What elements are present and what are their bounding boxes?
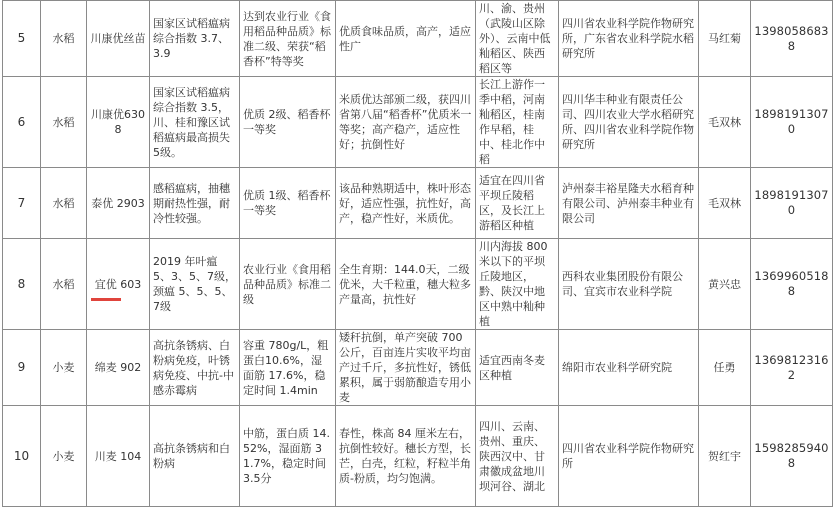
table-row xyxy=(3,239,833,330)
disease-resistance: 高抗条锈病和白粉病 xyxy=(150,406,240,507)
row-number: 5 xyxy=(3,1,41,77)
key-traits: 米质优达部颁二级，获四川省第八届“稻香杯”优质米一等奖；高产稳产，适应性好；抗倒性好 xyxy=(336,77,476,168)
contact-phone: 18981913070 xyxy=(751,77,833,168)
breeding-organization: 绵阳市农业科学研究院 xyxy=(559,330,699,406)
key-traits: 矮秆抗倒，单产突破 700 公斤，百亩连片实收平均亩产过千斤，多抗性好，锈低累积，属于弱筋酿造专用小麦 xyxy=(336,330,476,406)
disease-resistance: 国家区试稻瘟病综合指数 3.5，川、桂和豫区试稻瘟病最高损失 5级。 xyxy=(150,77,240,168)
contact-phone: 18981913070 xyxy=(751,168,833,239)
row-number: 7 xyxy=(3,168,41,239)
key-traits: 春性，株高 84 厘米左右，抗倒性较好。穗长方型，长芒，白壳，红粒，籽粒半角质-粉质，均匀饱满。 xyxy=(336,406,476,507)
planting-region: 四川、云南、贵州、重庆、陕西汉中、甘肃徽成盆地川坝河谷、湖北 xyxy=(476,406,559,507)
red-underline-mark xyxy=(91,298,121,301)
planting-region: 长江上游作一季中稻，河南籼稻区，桂南作早稻，桂中、桂北作中稻 xyxy=(476,77,559,168)
contact-phone: 13698123162 xyxy=(751,330,833,406)
breeding-organization: 四川省农业科学院作物研究所，广东省农业科学院水稻研究所 xyxy=(559,1,699,77)
breeding-organization: 四川华丰种业有限责任公司、四川农业大学水稻研究所、四川省农业科学院作物研究所 xyxy=(559,77,699,168)
table-row xyxy=(3,406,833,507)
variety-table xyxy=(2,0,833,507)
contact-person: 马红菊 xyxy=(699,1,751,77)
contact-person: 黄兴忠 xyxy=(699,239,751,330)
table-row xyxy=(3,168,833,239)
table-row xyxy=(3,330,833,406)
table-row xyxy=(3,77,833,168)
planting-region: 川内海拔 800 米以下的平坝丘陵地区，黔、陕汉中地区中熟中籼种植 xyxy=(476,239,559,330)
quality-grade: 达到农业行业《食用稻品种品质》标准二级、荣获“稻香杯”特等奖 xyxy=(240,1,336,77)
crop-type: 水稻 xyxy=(41,1,87,77)
row-number: 9 xyxy=(3,330,41,406)
disease-resistance: 高抗条锈病、白粉病免疫，叶锈病免疫、中抗-中感赤霉病 xyxy=(150,330,240,406)
key-traits: 该品种熟期适中，株叶形态好，适应性强，抗性好，高产，稳产性好，米质优。 xyxy=(336,168,476,239)
contact-person: 毛双林 xyxy=(699,77,751,168)
variety-name: 川康优丝苗 xyxy=(87,1,150,77)
quality-grade: 农业行业《食用稻品种品质》标准二级 xyxy=(240,239,336,330)
breeding-organization: 西科农业集团股份有限公司、宜宾市农业科学院 xyxy=(559,239,699,330)
contact-person: 任勇 xyxy=(699,330,751,406)
crop-type: 水稻 xyxy=(41,239,87,330)
planting-region: 川、渝、贵州（武陵山区除外）、云南中低籼稻区、陕西稻区等 xyxy=(476,1,559,77)
row-number: 10 xyxy=(3,406,41,507)
disease-resistance: 2019 年叶瘟 5、3、5、7级，颈瘟 5、5、5、7级 xyxy=(150,239,240,330)
contact-person: 贺红宇 xyxy=(699,406,751,507)
crop-type: 小麦 xyxy=(41,330,87,406)
quality-grade: 中筋，蛋白质 14.52%，湿面筋 31.7%，稳定时间 3.5分 xyxy=(240,406,336,507)
table-row xyxy=(3,1,833,77)
contact-phone: 15982859408 xyxy=(751,406,833,507)
table-body xyxy=(3,1,833,507)
variety-name-cell xyxy=(87,239,150,330)
variety-name: 绵麦 902 xyxy=(87,330,150,406)
quality-grade: 容重 780g/L，粗蛋白10.6%，湿面筋 17.6%，稳定时间 1.4min xyxy=(240,330,336,406)
crop-type: 小麦 xyxy=(41,406,87,507)
breeding-organization: 四川省农业科学院作物研究所 xyxy=(559,406,699,507)
quality-grade: 优质 1级、稻香杯一等奖 xyxy=(240,168,336,239)
contact-phone: 13980586838 xyxy=(751,1,833,77)
contact-person: 毛双林 xyxy=(699,168,751,239)
variety-name: 川麦 104 xyxy=(87,406,150,507)
crop-type: 水稻 xyxy=(41,77,87,168)
planting-region: 适宜西南冬麦区种植 xyxy=(476,330,559,406)
quality-grade: 优质 2级、稻香杯一等奖 xyxy=(240,77,336,168)
row-number: 6 xyxy=(3,77,41,168)
planting-region: 适宜在四川省平坝丘陵稻区，及长江上游稻区种植 xyxy=(476,168,559,239)
key-traits: 全生育期：144.0天，二级优米，大千粒重，穗大粒多产量高，抗性好 xyxy=(336,239,476,330)
breeding-organization: 泸州泰丰裕星隆夫水稻育种有限公司、泸州泰丰种业有限公司 xyxy=(559,168,699,239)
crop-type: 水稻 xyxy=(41,168,87,239)
variety-name: 泰优 2903 xyxy=(87,168,150,239)
disease-resistance: 感稻瘟病，抽穗期耐热性强，耐冷性较强。 xyxy=(150,168,240,239)
row-number: 8 xyxy=(3,239,41,330)
key-traits: 优质食味品质，高产，适应性广 xyxy=(336,1,476,77)
variety-name: 川康优6308 xyxy=(87,77,150,168)
contact-phone: 13699605188 xyxy=(751,239,833,330)
disease-resistance: 国家区试稻瘟病综合指数 3.7、3.9 xyxy=(150,1,240,77)
variety-name-highlighted xyxy=(95,277,142,292)
variety-name: 宜优 603 xyxy=(94,277,142,291)
